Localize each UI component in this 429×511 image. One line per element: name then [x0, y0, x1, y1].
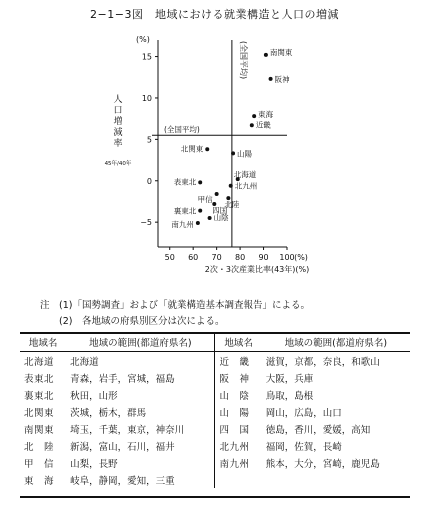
region-name: 表東北	[24, 373, 55, 385]
x-tick-label: 90	[258, 253, 269, 262]
table-row	[20, 352, 410, 370]
data-point	[231, 151, 235, 155]
data-point	[196, 221, 200, 225]
data-point	[198, 180, 202, 184]
region-name: 山 陰	[215, 386, 262, 403]
table-row	[20, 454, 410, 471]
region-table	[20, 332, 410, 488]
header-region-scope: 地域の範囲(都道府県名)	[66, 332, 215, 352]
point-label: 東海	[258, 110, 274, 120]
data-point	[208, 216, 212, 220]
region-scope: 秋田，山形	[70, 390, 118, 402]
x-tick-label: 60	[188, 253, 199, 262]
region-scope: 滋賀，京都，奈良，和歌山	[265, 356, 380, 368]
region-scope: 岡山，広島，山口	[265, 407, 342, 419]
region-name: 南九州	[215, 454, 262, 471]
region-scope: 鳥取，島根	[265, 390, 314, 402]
chart-axes	[105, 35, 310, 274]
region-name: 南関東	[24, 424, 55, 436]
region-scope: 茨城，栃木，群馬	[70, 407, 147, 419]
y-axis-label-char: 人	[113, 95, 123, 105]
x-tick-label: 50	[164, 253, 175, 262]
point-label: 北関東	[180, 144, 204, 154]
point-label: 山陽	[237, 149, 253, 159]
region-scope: 青森，岩手，宮城，福島	[70, 373, 175, 385]
y-tick-label: −5	[140, 218, 152, 228]
point-label: 甲信	[197, 195, 213, 205]
region-scope: 熊本，大分，宮崎，鹿児島	[265, 458, 380, 470]
y-axis-label-char: 増	[113, 117, 123, 127]
table-row	[20, 403, 410, 420]
data-point	[229, 184, 233, 188]
y-axis-label-char: 口	[113, 106, 123, 116]
point-label: 表東北	[173, 177, 197, 187]
notes	[40, 298, 310, 330]
x-axis-label: 2次・3次産業比率(43年)(%)	[204, 265, 310, 274]
region-name: 東 海	[24, 475, 55, 487]
region-name: 近 畿	[215, 352, 262, 370]
region-scope: 岐阜，静岡，愛知，三重	[70, 475, 175, 487]
x-tick-label: 70	[211, 253, 222, 262]
region-name: 北九州	[215, 437, 262, 454]
region-scope: 山梨，長野	[70, 458, 118, 470]
note-2: (2) 各地域の府県別区分は次による。	[40, 316, 225, 327]
region-name: 阪 神	[215, 369, 262, 386]
data-point	[198, 209, 202, 213]
region-name: 北海道	[24, 356, 55, 368]
table-row	[20, 386, 410, 403]
data-point	[215, 192, 219, 196]
point-label: 山陰	[213, 213, 229, 223]
data-point	[269, 77, 273, 81]
header-region-name: 地域名	[20, 332, 66, 352]
region-scope	[262, 471, 410, 488]
point-label: 北九州	[234, 181, 258, 191]
note-1: 注 (1)「国勢調査」および「就業構造基本調査報告」による。	[40, 300, 310, 311]
national-average-vlabel: (全国平均)	[238, 40, 248, 80]
region-scope: 福岡，佐賀，長崎	[265, 441, 342, 453]
national-average-hlabel: (全国平均)	[164, 125, 200, 135]
point-label: 北海道	[233, 170, 257, 180]
region-name: 甲 信	[24, 458, 55, 470]
region-scope: 大阪，兵庫	[265, 373, 314, 385]
point-label: 裏東北	[173, 206, 197, 216]
data-point	[264, 53, 268, 57]
region-name: 北関東	[24, 407, 55, 419]
y-axis-label-char: 率	[113, 139, 123, 149]
table-row	[20, 420, 410, 437]
y-unit-label: (%)	[136, 35, 150, 44]
x-tick-label: 100	[279, 253, 295, 262]
region-scope: 新潟，富山，石川，福井	[70, 441, 175, 453]
table-row	[20, 369, 410, 386]
y-tick-label: 5	[146, 135, 152, 145]
y-tick-label: 10	[141, 93, 152, 103]
point-label: 阪神	[274, 74, 290, 84]
x-unit-label: (%)	[294, 253, 308, 262]
table-row	[20, 471, 410, 488]
point-label: 近畿	[255, 120, 271, 130]
point-label: 南九州	[171, 219, 194, 229]
header-region-scope-2: 地域の範囲(都道府県名)	[262, 332, 410, 352]
region-name: 裏東北	[24, 390, 55, 402]
y-tick-label: 0	[146, 176, 152, 186]
region-name: 四 国	[215, 420, 262, 437]
y-tick-label: 15	[141, 52, 152, 62]
region-name: 山 陽	[215, 403, 262, 420]
table-header-row	[20, 332, 410, 352]
scatter-chart	[0, 22, 429, 292]
data-point	[252, 114, 256, 118]
x-tick-label: 80	[234, 253, 246, 262]
region-scope: 徳島，香川，愛媛，高知	[265, 424, 371, 436]
y-axis-label-char: 減	[113, 128, 123, 138]
figure-title: 2−1−3図 地域における就業構造と人口の増減	[90, 8, 339, 21]
point-label: 四国	[212, 205, 228, 215]
y-axis-label-note: 45年/40年	[104, 161, 132, 167]
data-point	[205, 147, 209, 151]
table-row	[20, 437, 410, 454]
region-name: 北 陸	[24, 441, 55, 453]
header-region-name-2: 地域名	[215, 332, 262, 352]
region-scope: 埼玉，千葉，東京，神奈川	[70, 424, 185, 436]
data-point	[250, 123, 254, 127]
region-name	[215, 471, 262, 488]
region-scope: 北海道	[70, 356, 99, 368]
point-label: 北陸	[224, 200, 240, 210]
point-label: 南関東	[269, 47, 293, 57]
